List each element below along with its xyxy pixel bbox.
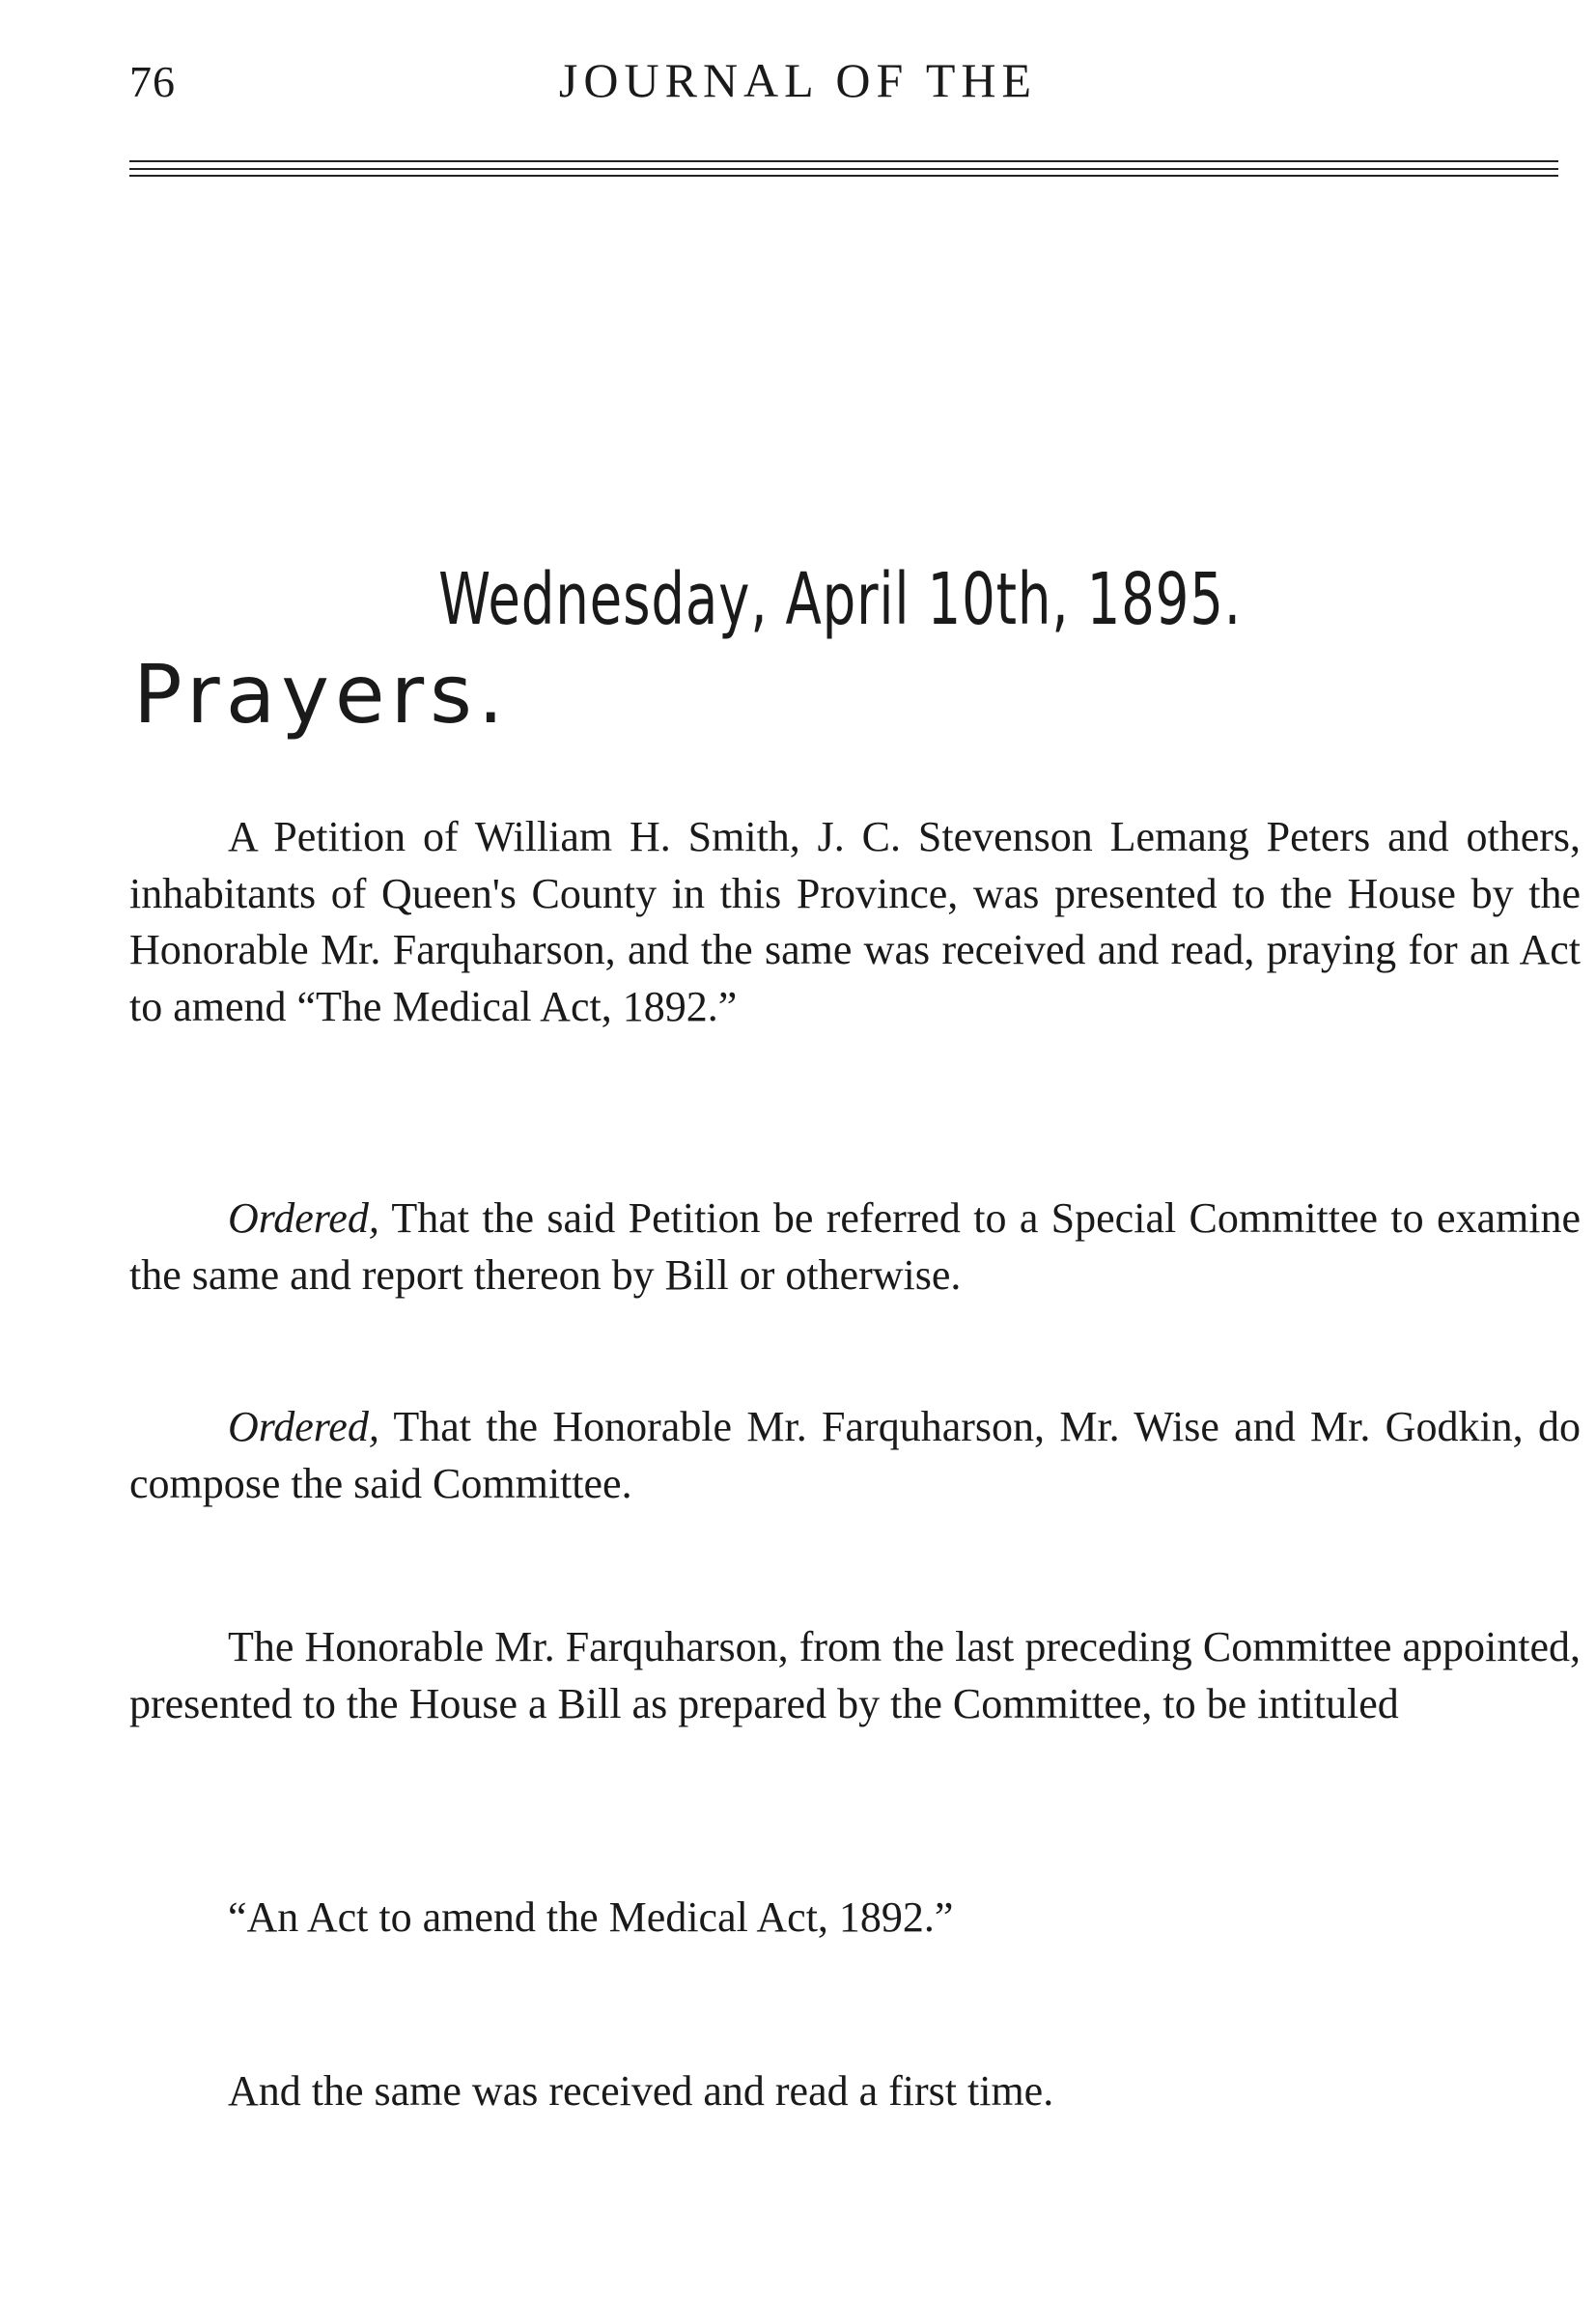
- first-reading-paragraph: And the same was received and read a first time.: [228, 2067, 1054, 2115]
- ordered-label: Ordered,: [228, 1403, 379, 1450]
- section-title-prayers: Prayers.: [133, 647, 510, 742]
- ordered-paragraph-committee: [129, 1399, 1581, 1512]
- ordered-text: That the Honorable Mr. Farquharson, Mr. Wise and Mr. Godkin, do compose the said Committee.: [129, 1403, 1581, 1507]
- ordered-paragraph-referral: [129, 1191, 1581, 1304]
- bill-title: “An Act to amend the Medical Act, 1892.”: [228, 1893, 954, 1941]
- running-title: JOURNAL OF THE: [558, 53, 1038, 107]
- header-rule: [129, 160, 1558, 162]
- header-rule: [129, 175, 1558, 177]
- date-heading: Wednesday, April 10th, 1895.: [438, 557, 1242, 641]
- ordered-label: Ordered,: [228, 1194, 379, 1242]
- ordered-text: That the said Petition be referred to a Special Committee to examine the same and report thereon by Bill or otherwise.: [129, 1194, 1581, 1299]
- petition-paragraph: A Petition of William H. Smith, J. C. Stevenson Lemang Peters and others, inhabitants of Queen's County in this Province, was presented to the House by the Honorable Mr. Farquharson, and the same was received and read, praying for an Act to amend “The Medical Act, 1892.”: [129, 813, 1581, 1030]
- bill-presented-paragraph: The Honorable Mr. Farquharson, from the last preceding Committee appointed, presented to the House a Bill as prepared by the Committee, to be intituled: [129, 1623, 1581, 1727]
- header-rule: [129, 168, 1558, 170]
- page-number: 76: [129, 57, 176, 106]
